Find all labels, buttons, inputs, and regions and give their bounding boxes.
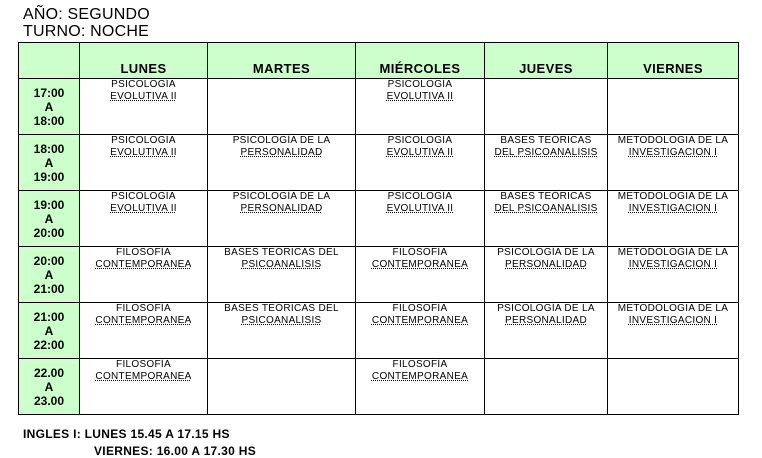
time-slot-text: 18:00: [33, 141, 65, 156]
subject-line: DEL PSICOANALISIS: [494, 147, 598, 158]
time-slot-text: 21:00: [33, 309, 65, 324]
subject-line: PSICOLOGÍA: [111, 191, 176, 202]
schedule-row: [19, 303, 739, 359]
class-cell-miercoles: [356, 135, 485, 191]
subject-line: BASES TEÓRICAS: [500, 191, 592, 202]
subject-line: PSICOANALISIS: [241, 259, 322, 270]
class-cell-jueves: [485, 135, 608, 191]
subject-line: INVESTIGACION I: [628, 315, 718, 326]
subject-line: METODOLOGIA DE LA: [617, 135, 729, 146]
class-cell-lunes: [80, 191, 208, 247]
subject-line: FILOSOFÍA: [116, 303, 171, 314]
schedule-row: [19, 79, 739, 135]
time-slot-text: A: [44, 379, 54, 394]
time-slot-text: A: [44, 211, 54, 226]
time-slot-text: A: [44, 155, 54, 170]
turn-label: TURNO: NOCHE: [23, 23, 149, 40]
subject-line: CONTEMPORANEA: [371, 315, 469, 326]
class-cell-jueves: [485, 191, 608, 247]
subject-line: PSICOLOGÍA: [111, 79, 176, 90]
schedule-row: [19, 191, 739, 247]
subject-line: PERSONALIDAD: [240, 147, 323, 158]
schedule-body: [19, 79, 739, 415]
year-label: AÑO: SEGUNDO: [23, 6, 150, 23]
class-cell-miercoles: [356, 303, 485, 359]
subject-line: PSICOLOGÍA DE LA: [232, 191, 331, 202]
time-slot: [19, 303, 80, 359]
header-corner: [19, 43, 80, 79]
class-cell-viernes: [608, 247, 739, 303]
class-cell-martes: [208, 247, 356, 303]
subject-line: CONTEMPORANEA: [95, 259, 192, 270]
time-slot-text: 20:00: [33, 253, 65, 268]
time-slot: [19, 135, 80, 191]
time-slot-text: 19:00: [33, 169, 65, 184]
subject-line: INVESTIGACION I: [628, 259, 718, 270]
class-cell-martes: [208, 303, 356, 359]
schedule-table: [18, 42, 739, 415]
time-slot-text: A: [44, 323, 54, 338]
subject-line: FILOSOFÍA: [116, 247, 171, 258]
time-slot-text: 22:00: [33, 337, 65, 352]
subject-line: PSICOLOGÍA: [111, 135, 176, 146]
subject-line: PERSONALIDAD: [505, 315, 587, 326]
class-cell-viernes: [608, 135, 739, 191]
time-slot-text: 18:00: [33, 113, 65, 128]
day-header-jueves: JUEVES: [485, 43, 608, 79]
class-cell-jueves: [485, 303, 608, 359]
time-slot-text: A: [44, 99, 54, 114]
time-slot: [19, 79, 80, 135]
schedule-row: [19, 359, 739, 415]
class-cell-jueves: [485, 359, 608, 415]
class-cell-viernes: [608, 359, 739, 415]
subject-line: FILOSOFÍA: [392, 303, 448, 314]
time-slot-text: 23.00: [33, 393, 65, 408]
subject-line: PERSONALIDAD: [505, 259, 587, 270]
subject-line: EVOLUTIVA II: [386, 91, 454, 102]
subject-line: FILOSOFÍA: [392, 247, 448, 258]
time-slot-text: 22.00: [33, 365, 65, 380]
time-slot: [19, 247, 80, 303]
day-header-row: [19, 43, 739, 79]
class-cell-miercoles: [356, 191, 485, 247]
class-cell-viernes: [608, 191, 739, 247]
subject-line: CONTEMPORANEA: [371, 259, 469, 270]
english-schedule-line-2: VIERNES: 16.00 A 17.30 HS: [94, 444, 257, 458]
class-cell-lunes: [80, 247, 208, 303]
class-cell-miercoles: [356, 247, 485, 303]
english-schedule-line-1: INGLES I: LUNES 15.45 A 17.15 HS: [23, 427, 230, 441]
class-cell-lunes: [80, 303, 208, 359]
subject-line: PSICOLOGÍA DE LA: [497, 303, 595, 314]
subject-line: BASES TEÓRICAS DEL: [224, 303, 339, 314]
class-cell-viernes: [608, 79, 739, 135]
time-slot-text: 20:00: [33, 225, 65, 240]
subject-line: METODOLOGIA DE LA: [617, 303, 729, 314]
subject-line: CONTEMPORANEA: [371, 371, 469, 382]
class-cell-lunes: [80, 79, 208, 135]
time-slot-text: 21:00: [33, 281, 65, 296]
class-cell-martes: [208, 79, 356, 135]
class-cell-martes: [208, 135, 356, 191]
class-cell-jueves: [485, 79, 608, 135]
day-header-lunes: LUNES: [80, 43, 208, 79]
subject-line: PERSONALIDAD: [240, 203, 323, 214]
subject-line: FILOSOFÍA: [392, 359, 448, 370]
subject-line: PSICOLOGÍA DE LA: [497, 247, 595, 258]
subject-line: BASES TEÓRICAS DEL: [224, 247, 339, 258]
subject-line: EVOLUTIVA II: [110, 147, 177, 158]
subject-line: METODOLOGIA DE LA: [617, 247, 729, 258]
class-cell-martes: [208, 359, 356, 415]
subject-line: BASES TEÓRICAS: [500, 135, 592, 146]
subject-line: EVOLUTIVA II: [386, 147, 454, 158]
day-header-viernes: VIERNES: [608, 43, 739, 79]
subject-line: EVOLUTIVA II: [110, 91, 177, 102]
subject-line: EVOLUTIVA II: [386, 203, 454, 214]
subject-line: DEL PSICOANALISIS: [494, 203, 598, 214]
subject-line: PSICOLOGÍA: [387, 135, 453, 146]
subject-line: PSICOLOGÍA: [387, 191, 453, 202]
class-cell-jueves: [485, 247, 608, 303]
subject-line: CONTEMPORANEA: [95, 371, 192, 382]
class-cell-viernes: [608, 303, 739, 359]
subject-line: FILOSOFÍA: [116, 359, 171, 370]
subject-line: PSICOLOGÍA DE LA: [232, 135, 331, 146]
schedule-row: [19, 135, 739, 191]
class-cell-miercoles: [356, 359, 485, 415]
subject-line: PSICOANALISIS: [241, 315, 322, 326]
class-cell-martes: [208, 191, 356, 247]
time-slot-text: A: [44, 267, 54, 282]
time-slot: [19, 191, 80, 247]
subject-line: INVESTIGACION I: [628, 147, 718, 158]
subject-line: INVESTIGACION I: [628, 203, 718, 214]
schedule-row: [19, 247, 739, 303]
class-cell-miercoles: [356, 79, 485, 135]
time-slot-text: 17:00: [33, 85, 65, 100]
subject-line: PSICOLOGÍA: [387, 79, 453, 90]
time-slot: [19, 359, 80, 415]
time-slot-text: 19:00: [33, 197, 65, 212]
day-header-martes: MARTES: [208, 43, 356, 79]
day-header-miercoles: MIÉRCOLES: [356, 43, 485, 79]
class-cell-lunes: [80, 135, 208, 191]
subject-line: METODOLOGIA DE LA: [617, 191, 729, 202]
class-cell-lunes: [80, 359, 208, 415]
subject-line: EVOLUTIVA II: [110, 203, 177, 214]
subject-line: CONTEMPORANEA: [95, 315, 192, 326]
